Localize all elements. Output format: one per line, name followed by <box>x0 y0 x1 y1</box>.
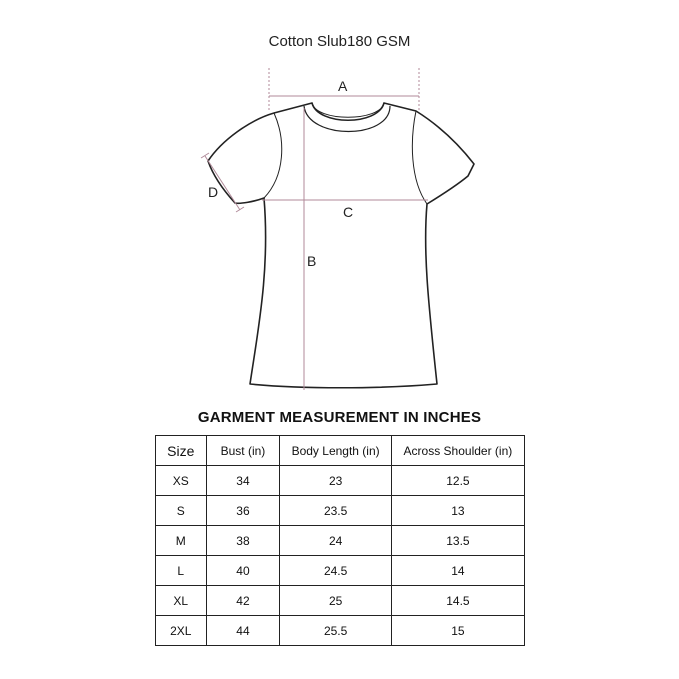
cell-body-length: 25 <box>280 586 391 616</box>
cell-across-shoulder: 14.5 <box>391 586 524 616</box>
cell-body-length: 24 <box>280 526 391 556</box>
cell-bust: 42 <box>206 586 280 616</box>
table-title: GARMENT MEASUREMENT IN INCHES <box>197 409 482 426</box>
measure-b-label: B <box>307 253 317 269</box>
cell-size: XL <box>156 586 207 616</box>
header-size: Size <box>156 436 207 466</box>
table-row <box>156 556 525 586</box>
table-row <box>156 466 525 496</box>
cell-across-shoulder: 15 <box>391 616 524 646</box>
cell-size: M <box>156 526 207 556</box>
cell-body-length: 23 <box>280 466 391 496</box>
measure-a-label: A <box>338 78 348 94</box>
tshirt-outline <box>208 103 474 388</box>
cell-across-shoulder: 12.5 <box>391 466 524 496</box>
size-chart-table <box>155 435 525 646</box>
table-row <box>156 496 525 526</box>
cell-size: S <box>156 496 207 526</box>
table-header-row <box>156 436 525 466</box>
header-bust: Bust (in) <box>206 436 280 466</box>
measure-d-tick-bottom <box>236 207 244 212</box>
table-row <box>156 586 525 616</box>
cell-body-length: 24.5 <box>280 556 391 586</box>
cell-bust: 38 <box>206 526 280 556</box>
cell-across-shoulder: 14 <box>391 556 524 586</box>
cell-size: XS <box>156 466 207 496</box>
product-title: Cotton Slub180 GSM <box>268 33 411 50</box>
cell-bust: 44 <box>206 616 280 646</box>
cell-body-length: 23.5 <box>280 496 391 526</box>
cell-size: 2XL <box>156 616 207 646</box>
measure-d-line <box>205 156 240 210</box>
measure-c-label: C <box>343 204 354 220</box>
cell-size: L <box>156 556 207 586</box>
left-armhole-seam <box>264 113 282 198</box>
cell-bust: 36 <box>206 496 280 526</box>
header-across-shoulder: Across Shoulder (in) <box>391 436 524 466</box>
measure-d-label: D <box>208 184 219 200</box>
table-row <box>156 616 525 646</box>
header-body-length: Body Length (in) <box>280 436 391 466</box>
cell-body-length: 25.5 <box>280 616 391 646</box>
table-row <box>156 526 525 556</box>
cell-bust: 34 <box>206 466 280 496</box>
measure-d-tick-top <box>201 153 209 158</box>
cell-across-shoulder: 13.5 <box>391 526 524 556</box>
cell-bust: 40 <box>206 556 280 586</box>
cell-across-shoulder: 13 <box>391 496 524 526</box>
right-armhole-seam <box>412 111 427 204</box>
